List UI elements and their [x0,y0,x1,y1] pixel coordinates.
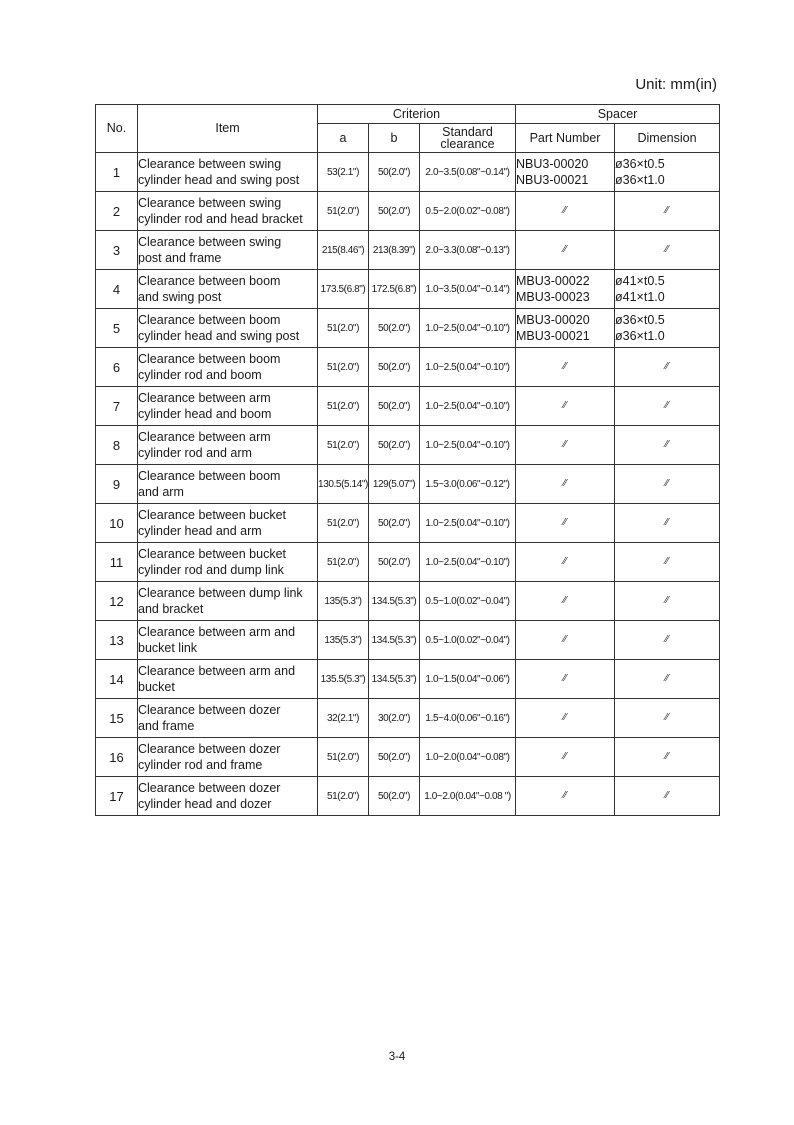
empty-mark: ⁄⁄ [665,556,669,567]
criterion-a: 51(2.0") [318,348,369,387]
criterion-a: 53(2.1") [318,153,369,192]
spacer-dimension-empty [615,777,720,816]
standard-clearance: 1.0~2.5(0.04"~0.10") [420,348,516,387]
item-description [138,348,318,387]
item-description-line1: Clearance between arm and [138,625,296,639]
criterion-a: 32(2.1") [318,699,369,738]
row-number: 12 [96,582,138,621]
header-no: No. [96,105,138,153]
empty-mark: ⁄⁄ [563,673,567,684]
empty-mark: ⁄⁄ [563,790,567,801]
empty-mark: ⁄⁄ [665,439,669,450]
standard-clearance: 0.5~2.0(0.02"~0.08") [420,192,516,231]
item-description-line1: Clearance between swing [138,235,282,249]
criterion-a: 51(2.0") [318,387,369,426]
table-row [96,348,720,387]
spacer-dimension-line1: ø36×t0.5 [615,313,665,327]
spacer-part-number-empty [516,387,615,426]
spacer-dimension-empty [615,738,720,777]
spacer-part-number-empty [516,777,615,816]
criterion-a: 51(2.0") [318,504,369,543]
empty-mark: ⁄⁄ [563,751,567,762]
item-description-line2: cylinder rod and frame [138,758,263,772]
criterion-b: 50(2.0") [369,777,420,816]
item-description [138,699,318,738]
criterion-b: 50(2.0") [369,543,420,582]
standard-clearance: 1.5~4.0(0.06"~0.16") [420,699,516,738]
row-number: 15 [96,699,138,738]
header-item: Item [138,105,318,153]
empty-mark: ⁄⁄ [563,556,567,567]
criterion-b: 30(2.0") [369,699,420,738]
item-description [138,387,318,426]
header-dimension: Dimension [615,124,720,153]
item-description-line2: and arm [138,485,184,499]
spacer-part-number-line2: MBU3-00021 [516,329,590,343]
spacer-dimension [615,309,720,348]
table-row [96,270,720,309]
row-number: 1 [96,153,138,192]
row-number: 8 [96,426,138,465]
spacer-part-number-empty [516,192,615,231]
spacer-dimension [615,270,720,309]
standard-clearance: 1.0~2.5(0.04"~0.10") [420,543,516,582]
spacer-dimension-empty [615,699,720,738]
item-description-line2: and bracket [138,602,204,616]
standard-clearance: 0.5~1.0(0.02"~0.04") [420,621,516,660]
spacer-dimension-empty [615,660,720,699]
spacer-part-number-empty [516,465,615,504]
spacer-part-number-empty [516,543,615,582]
standard-clearance: 0.5~1.0(0.02"~0.04") [420,582,516,621]
item-description-line2: cylinder head and dozer [138,797,272,811]
table-row [96,465,720,504]
header-part-number: Part Number [516,124,615,153]
row-number: 10 [96,504,138,543]
standard-clearance: 1.0~1.5(0.04"~0.06") [420,660,516,699]
standard-clearance: 1.0~2.0(0.04"~0.08 ") [420,777,516,816]
empty-mark: ⁄⁄ [563,361,567,372]
spacer-part-number-empty [516,699,615,738]
spacer-dimension-line1: ø41×t0.5 [615,274,665,288]
row-number: 14 [96,660,138,699]
header-standard-clearance-line2: clearance [440,137,495,151]
item-description-line2: cylinder head and boom [138,407,272,421]
row-number: 2 [96,192,138,231]
spacer-part-number-empty [516,621,615,660]
item-description-line1: Clearance between boom [138,274,281,288]
item-description [138,504,318,543]
empty-mark: ⁄⁄ [665,205,669,216]
item-description-line2: cylinder rod and arm [138,446,252,460]
item-description-line1: Clearance between dozer [138,742,281,756]
item-description [138,309,318,348]
item-description [138,660,318,699]
header-standard-clearance-line1: Standard [442,125,493,139]
criterion-b: 134.5(5.3") [369,621,420,660]
item-description-line1: Clearance between boom [138,313,281,327]
page-number: 3-4 [388,1051,406,1063]
spacer-part-number-line1: MBU3-00022 [516,274,590,288]
criterion-a: 51(2.0") [318,738,369,777]
item-description [138,777,318,816]
spacer-part-number-line2: NBU3-00021 [516,173,589,187]
clearance-spec-table [95,104,720,816]
criterion-a: 135(5.3") [318,582,369,621]
row-number: 3 [96,231,138,270]
criterion-a: 51(2.0") [318,543,369,582]
criterion-b: 172.5(6.8") [369,270,420,309]
criterion-b: 50(2.0") [369,738,420,777]
criterion-b: 50(2.0") [369,426,420,465]
empty-mark: ⁄⁄ [665,673,669,684]
item-description-line2: bucket link [138,641,198,655]
empty-mark: ⁄⁄ [665,400,669,411]
empty-mark: ⁄⁄ [665,361,669,372]
table-row [96,582,720,621]
standard-clearance: 2.0~3.5(0.08"~0.14") [420,153,516,192]
item-description-line1: Clearance between arm [138,430,271,444]
table-body [96,153,720,816]
row-number: 5 [96,309,138,348]
item-description [138,153,318,192]
empty-mark: ⁄⁄ [665,517,669,528]
spacer-dimension-empty [615,543,720,582]
item-description-line2: and swing post [138,290,222,304]
spacer-dimension-empty [615,348,720,387]
empty-mark: ⁄⁄ [665,751,669,762]
header-b: b [369,124,420,153]
spacer-part-number [516,309,615,348]
standard-clearance: 1.0~2.5(0.04"~0.10") [420,309,516,348]
criterion-b: 50(2.0") [369,387,420,426]
spacer-dimension [615,153,720,192]
criterion-b: 50(2.0") [369,192,420,231]
item-description-line2: cylinder head and swing post [138,329,300,343]
row-number: 11 [96,543,138,582]
table-row [96,699,720,738]
spacer-part-number [516,153,615,192]
standard-clearance: 1.0~3.5(0.04"~0.14") [420,270,516,309]
table-header [96,105,720,153]
table-row [96,231,720,270]
item-description-line1: Clearance between dump link [138,586,303,600]
header-a: a [318,124,369,153]
item-description [138,582,318,621]
criterion-b: 129(5.07") [369,465,420,504]
item-description-line1: Clearance between dozer [138,703,281,717]
item-description-line2: cylinder rod and boom [138,368,262,382]
item-description-line1: Clearance between boom [138,352,281,366]
spacer-dimension-line2: ø36×t1.0 [615,173,665,187]
empty-mark: ⁄⁄ [665,478,669,489]
empty-mark: ⁄⁄ [563,478,567,489]
row-number: 17 [96,777,138,816]
empty-mark: ⁄⁄ [563,595,567,606]
empty-mark: ⁄⁄ [665,595,669,606]
table-row [96,543,720,582]
item-description-line1: Clearance between swing [138,196,282,210]
item-description [138,465,318,504]
spacer-part-number-empty [516,582,615,621]
spacer-dimension-empty [615,387,720,426]
standard-clearance: 1.0~2.5(0.04"~0.10") [420,387,516,426]
table-row [96,192,720,231]
spacer-dimension-empty [615,621,720,660]
empty-mark: ⁄⁄ [665,244,669,255]
criterion-b: 50(2.0") [369,309,420,348]
criterion-a: 173.5(6.8") [318,270,369,309]
standard-clearance: 1.5~3.0(0.06"~0.12") [420,465,516,504]
item-description-line1: Clearance between arm [138,391,271,405]
criterion-a: 135(5.3") [318,621,369,660]
item-description-line2: cylinder head and swing post [138,173,300,187]
item-description-line2: bucket [138,680,175,694]
row-number: 13 [96,621,138,660]
item-description [138,231,318,270]
criterion-a: 51(2.0") [318,192,369,231]
spacer-dimension-empty [615,426,720,465]
item-description [138,426,318,465]
spacer-dimension-empty [615,582,720,621]
spacer-part-number-empty [516,426,615,465]
spacer-dimension-line2: ø36×t1.0 [615,329,665,343]
spacer-dimension-empty [615,504,720,543]
spacer-part-number-empty [516,738,615,777]
empty-mark: ⁄⁄ [665,790,669,801]
table-row [96,153,720,192]
row-number: 9 [96,465,138,504]
item-description-line1: Clearance between bucket [138,547,287,561]
table-row [96,426,720,465]
item-description-line1: Clearance between boom [138,469,281,483]
table-row [96,738,720,777]
standard-clearance: 1.0~2.0(0.04"~0.08") [420,738,516,777]
spacer-part-number-line1: NBU3-00020 [516,157,589,171]
empty-mark: ⁄⁄ [563,400,567,411]
table-row [96,621,720,660]
empty-mark: ⁄⁄ [665,712,669,723]
item-description-line2: cylinder head and arm [138,524,262,538]
item-description [138,738,318,777]
criterion-a: 51(2.0") [318,426,369,465]
row-number: 7 [96,387,138,426]
criterion-b: 50(2.0") [369,153,420,192]
table-row [96,660,720,699]
spacer-dimension-empty [615,231,720,270]
criterion-a: 135.5(5.3") [318,660,369,699]
spacer-dimension-empty [615,465,720,504]
empty-mark: ⁄⁄ [563,634,567,645]
row-number: 16 [96,738,138,777]
item-description [138,192,318,231]
spacer-dimension-empty [615,192,720,231]
spacer-part-number-line2: MBU3-00023 [516,290,590,304]
table-row [96,387,720,426]
empty-mark: ⁄⁄ [665,634,669,645]
criterion-a: 215(8.46") [318,231,369,270]
standard-clearance: 1.0~2.5(0.04"~0.10") [420,426,516,465]
item-description [138,621,318,660]
empty-mark: ⁄⁄ [563,439,567,450]
criterion-b: 50(2.0") [369,504,420,543]
spacer-part-number-empty [516,348,615,387]
table-row [96,309,720,348]
item-description-line2: and frame [138,719,195,733]
criterion-a: 51(2.0") [318,777,369,816]
unit-label: Unit: mm(in) [635,76,717,93]
criterion-b: 134.5(5.3") [369,660,420,699]
item-description-line1: Clearance between swing [138,157,282,171]
spacer-part-number [516,270,615,309]
item-description [138,543,318,582]
spacer-part-number-empty [516,231,615,270]
item-description [138,270,318,309]
empty-mark: ⁄⁄ [563,517,567,528]
empty-mark: ⁄⁄ [563,205,567,216]
item-description-line1: Clearance between arm and [138,664,296,678]
row-number: 6 [96,348,138,387]
item-description-line2: cylinder rod and head bracket [138,212,303,226]
header-criterion: Criterion [318,105,516,124]
standard-clearance: 1.0~2.5(0.04"~0.10") [420,504,516,543]
spacer-part-number-empty [516,660,615,699]
header-spacer: Spacer [516,105,720,124]
criterion-b: 134.5(5.3") [369,582,420,621]
empty-mark: ⁄⁄ [563,712,567,723]
header-standard-clearance [420,124,516,153]
criterion-b: 50(2.0") [369,348,420,387]
row-number: 4 [96,270,138,309]
spacer-part-number-line1: MBU3-00020 [516,313,590,327]
standard-clearance: 2.0~3.3(0.08"~0.13") [420,231,516,270]
table-row [96,777,720,816]
item-description-line1: Clearance between dozer [138,781,281,795]
criterion-a: 130.5(5.14") [318,465,369,504]
table-row [96,504,720,543]
item-description-line2: post and frame [138,251,222,265]
spacer-dimension-line1: ø36×t0.5 [615,157,665,171]
criterion-a: 51(2.0") [318,309,369,348]
criterion-b: 213(8.39") [369,231,420,270]
spacer-dimension-line2: ø41×t1.0 [615,290,665,304]
item-description-line1: Clearance between bucket [138,508,287,522]
spacer-part-number-empty [516,504,615,543]
item-description-line2: cylinder rod and dump link [138,563,284,577]
empty-mark: ⁄⁄ [563,244,567,255]
